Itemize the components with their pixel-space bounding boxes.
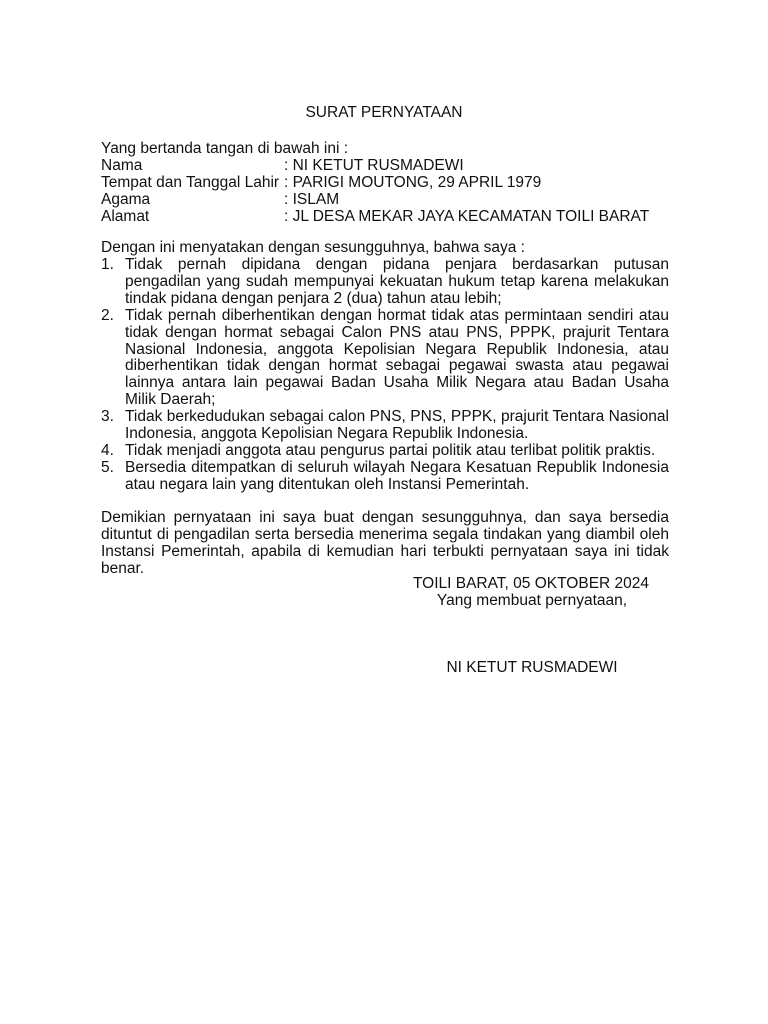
closing-paragraph: Demikian pernyataan ini saya buat dengan sesungguhnya, dan saya bersedia dituntut di pengadilan serta bersedia menerima segala tindakan yang diambil oleh Instansi Pemerintah, apabila di kemudian hari terbukti pernyataan saya ini tidak benar. [101,509,669,577]
field-value: : NI KETUT RUSMADEWI [284,157,464,174]
list-number: 4. [101,441,114,459]
field-row-agama [101,191,669,208]
list-item [101,308,669,409]
signature-place-date: TOILI BARAT, 05 OKTOBER 2024 [412,575,650,592]
list-text: Tidak menjadi anggota atau pengurus partai politik atau terlibat politik praktis. [125,441,656,459]
list-text: Tidak pernah diberhentikan dengan hormat tidak atas permintaan sendiri atau tidak dengan hormat sebagai Calon PNS atau PNS, PPPK, prajurit Tentara Nasional Indonesia, anggota Kepolisian Negara Republik Indonesia, atau diberhentikan tidak dengan hormat sebagai pegawai swasta atau pegawai lainnya antara lain pegawai Badan Usaha Milik Negara atau Badan Usaha Milik Daerah; [125,306,669,409]
identity-section [101,140,669,225]
list-number: 1. [101,256,114,273]
list-text: Tidak berkedudukan sebagai calon PNS, PNS, PPPK, prajurit Tentara Nasional Indonesia, anggota Kepolisian Negara Republik Indonesia. [125,408,669,443]
intro-text: Yang bertanda tangan di bawah ini : [101,140,349,157]
field-label: Tempat dan Tanggal Lahir [101,174,280,191]
field-value: : JL DESA MEKAR JAYA KECAMATAN TOILI BARAT [284,208,650,225]
list-item [101,257,669,308]
field-label: Nama [101,157,143,174]
list-text: Tidak pernah dipidana dengan pidana penjara berdasarkan putusan pengadilan yang sudah mempunyai kekuatan hukum tetap karena melakukan tindak pidana dengan penjara 2 (dua) tahun atau lebih; [125,256,669,307]
list-item [101,409,669,443]
field-row-alamat [101,208,669,225]
field-row-ttl [101,174,669,191]
signature-role: Yang membuat pernyataan, [436,592,628,609]
signatory-name: NI KETUT RUSMADEWI [446,659,618,676]
list-number: 5. [101,458,114,476]
list-item [101,443,669,460]
list-number: 2. [101,306,114,324]
field-label: Agama [101,191,151,208]
field-value: : ISLAM [284,191,340,208]
list-number: 3. [101,408,114,426]
list-text: Bersedia ditempatkan di seluruh wilayah Negara Kesatuan Republik Indonesia atau negara lain yang ditentukan oleh Instansi Pemerintah. [125,458,669,493]
field-row-nama [101,157,669,174]
document-title: SURAT PERNYATAAN [305,104,463,121]
declaration-lead: Dengan ini menyatakan dengan sesungguhnya, bahwa saya : [101,239,525,256]
list-item [101,460,669,494]
declaration-list [101,257,669,494]
field-label: Alamat [101,208,150,225]
field-value: : PARIGI MOUTONG, 29 APRIL 1979 [284,174,542,191]
